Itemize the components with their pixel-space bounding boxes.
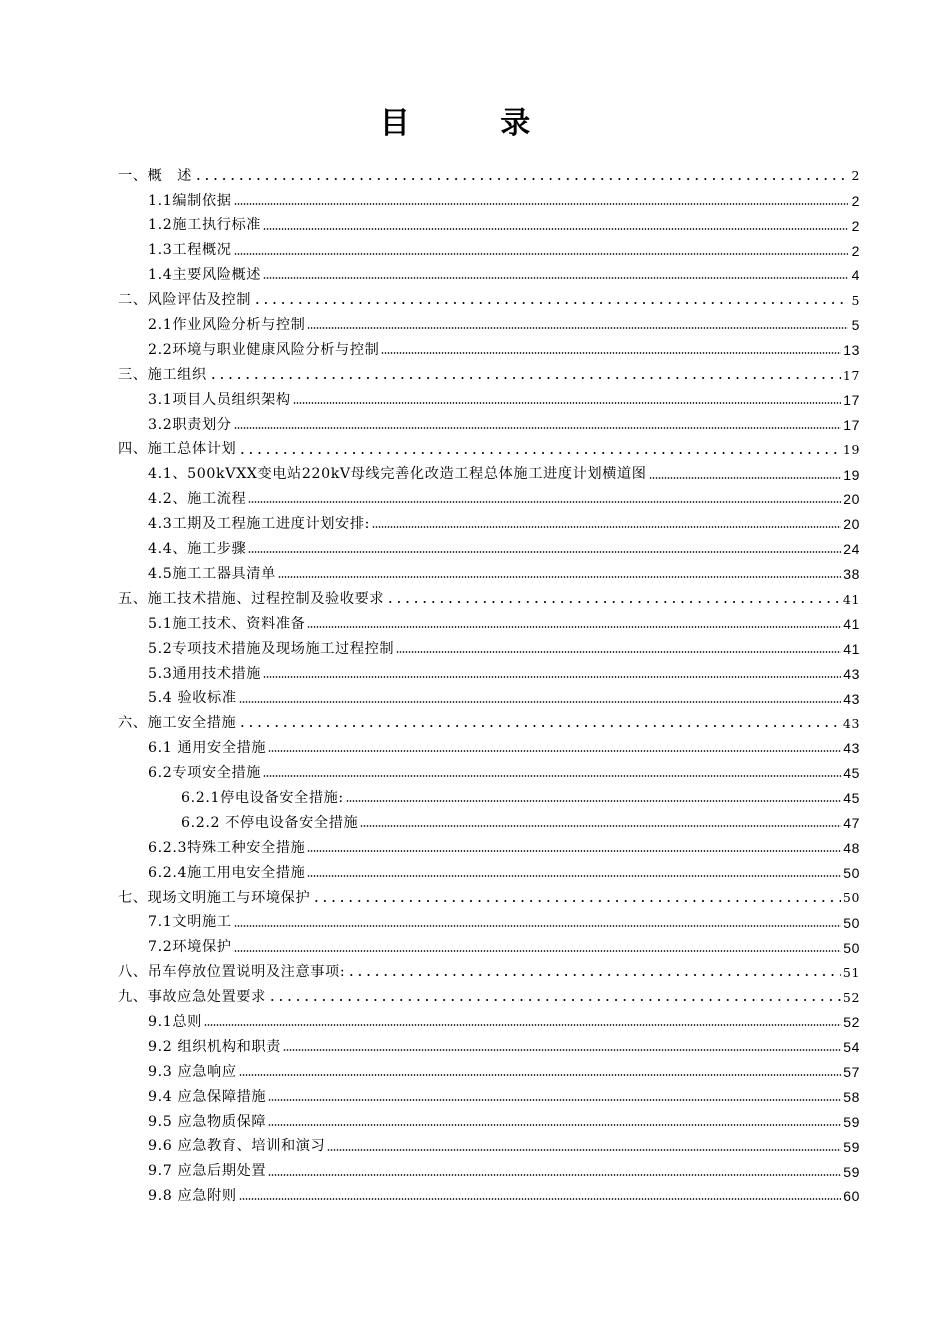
toc-entry-page-number: 24: [843, 541, 860, 558]
toc-entry-page-number: 43: [843, 690, 860, 707]
toc-entry-label: 6.2专项安全措施: [148, 765, 262, 782]
toc-entry-label: 五、施工技术措施、过程控制及验收要求: [118, 590, 385, 607]
toc-entry-page-number: 50: [843, 914, 860, 931]
toc-entry[interactable]: [118, 732, 860, 757]
toc-dot-leader: [312, 900, 841, 902]
toc-entry[interactable]: [118, 260, 860, 285]
toc-entry-page-number: 59: [843, 1138, 860, 1155]
toc-entry-label: 2.1作业风险分析与控制: [148, 317, 306, 334]
toc-entry[interactable]: [118, 1156, 860, 1181]
toc-entry-page-number: 43: [843, 665, 860, 682]
toc-entry-page-number: 38: [843, 566, 860, 583]
toc-dot-leader: [360, 825, 841, 827]
toc-entry-page-number: 2: [851, 168, 860, 184]
toc-entry[interactable]: [118, 459, 860, 484]
toc-entry-page-number: 17: [843, 416, 860, 433]
toc-dot-leader: [248, 551, 841, 553]
toc-dot-leader: [263, 277, 848, 279]
toc-entry-label: 1.1编制依据: [148, 192, 232, 209]
toc-entry-page-number: 41: [843, 615, 860, 632]
toc-entry-page-number: 47: [843, 815, 860, 832]
toc-entry-page-number: 5: [851, 317, 860, 334]
toc-entry-label: 9.7 应急后期处置: [148, 1163, 267, 1180]
toc-entry[interactable]: [118, 1106, 860, 1131]
toc-entry-page-number: 59: [843, 1113, 860, 1130]
toc-dot-leader: [263, 775, 841, 777]
toc-entry[interactable]: [118, 334, 860, 359]
toc-entry-page-number: 45: [843, 765, 860, 782]
toc-dot-leader: [268, 1124, 841, 1126]
toc-entry-label: 9.6 应急教育、培训和演习: [148, 1138, 326, 1155]
toc-entry-page-number: 43: [842, 715, 860, 731]
toc-dot-leader: [307, 850, 841, 852]
toc-entry-page-number: 60: [843, 1188, 860, 1205]
toc-entry[interactable]: [118, 981, 860, 1006]
toc-dot-leader: [234, 950, 842, 952]
toc-entry-label: 4.3工期及工程施工进度计划安排:: [148, 516, 370, 533]
toc-entry[interactable]: [118, 957, 860, 982]
toc-entry-page-number: 41: [842, 591, 860, 607]
toc-entry-page-number: 20: [843, 491, 860, 508]
toc-entry[interactable]: [118, 359, 860, 384]
toc-entry-label: 9.3 应急响应: [148, 1063, 237, 1080]
toc-dot-leader: [239, 1074, 842, 1076]
toc-entry[interactable]: [118, 583, 860, 608]
toc-entry-label: 3.1项目人员组织架构: [148, 391, 291, 408]
toc-dot-leader: [381, 352, 841, 354]
toc-entry[interactable]: [118, 832, 860, 857]
toc-entry[interactable]: [118, 807, 860, 832]
toc-entry[interactable]: [118, 284, 860, 309]
toc-entry-page-number: 2: [851, 192, 860, 209]
toc-dot-leader: [307, 626, 841, 628]
toc-entry[interactable]: [118, 235, 860, 260]
toc-dot-leader: [293, 402, 842, 404]
toc-entry-label: 3.2职责划分: [148, 416, 232, 433]
toc-entry[interactable]: [118, 882, 860, 907]
toc-entry-page-number: 20: [843, 516, 860, 533]
toc-entry-label: 二、风险评估及控制: [118, 292, 252, 309]
toc-entry-page-number: 54: [843, 1039, 860, 1056]
toc-entry-label: 4.2、施工流程: [148, 491, 247, 508]
toc-entry-label: 5.2专项技术措施及现场施工过程控制: [148, 640, 395, 657]
toc-entry-page-number: 52: [843, 1014, 860, 1031]
toc-entry-label: 9.2 组织机构和职责: [148, 1038, 281, 1055]
toc-entry-page-number: 52: [842, 989, 860, 1005]
toc-entry-page-number: 2: [851, 242, 860, 259]
toc-entry[interactable]: [118, 508, 860, 533]
toc-dot-leader: [396, 651, 841, 653]
toc-entry[interactable]: [118, 1081, 860, 1106]
toc-entry-page-number: 58: [843, 1088, 860, 1105]
toc-entry-page-number: 17: [843, 391, 860, 408]
toc-dot-leader: [239, 1198, 842, 1200]
toc-entry-page-number: 51: [842, 964, 860, 980]
toc-dot-leader: [253, 302, 848, 304]
toc-dot-leader: [347, 974, 841, 976]
toc-entry-page-number: 19: [843, 466, 860, 483]
toc-entry-label: 三、施工组织: [118, 366, 207, 383]
toc-entry-label: 5.3通用技术措施: [148, 665, 262, 682]
toc-entry-page-number: 2: [851, 217, 860, 234]
toc-entry[interactable]: [118, 1131, 860, 1156]
toc-entry-label: 6.2.3特殊工种安全措施: [148, 839, 306, 856]
table-of-contents: [118, 160, 860, 1205]
toc-dot-leader: [263, 228, 848, 230]
toc-entry[interactable]: [118, 210, 860, 235]
toc-entry[interactable]: [118, 633, 860, 658]
toc-entry-label: 7.1文明施工: [148, 914, 232, 931]
toc-entry-label: 5.1施工技术、资料准备: [148, 615, 306, 632]
toc-dot-leader: [238, 452, 841, 454]
toc-entry-label: 八、吊车停放位置说明及注意事项:: [118, 964, 346, 981]
toc-entry[interactable]: [118, 683, 860, 708]
toc-dot-leader: [386, 601, 841, 603]
toc-dot-leader: [234, 253, 848, 255]
toc-entry-page-number: 43: [843, 740, 860, 757]
toc-dot-leader: [209, 377, 841, 379]
toc-entry[interactable]: [118, 533, 860, 558]
toc-entry-page-number: 48: [843, 839, 860, 856]
toc-dot-leader: [268, 999, 841, 1001]
toc-entry-label: 九、事故应急处置要求: [118, 989, 266, 1006]
toc-dot-leader: [372, 526, 841, 528]
toc-entry[interactable]: [118, 907, 860, 932]
toc-entry-page-number: 59: [843, 1163, 860, 1180]
toc-entry[interactable]: [118, 658, 860, 683]
toc-entry-page-number: 45: [843, 790, 860, 807]
toc-entry[interactable]: [118, 309, 860, 334]
toc-entry[interactable]: [118, 857, 860, 882]
toc-entry-page-number: 41: [843, 640, 860, 657]
toc-entry-label: 1.3工程概况: [148, 242, 232, 259]
toc-dot-leader: [346, 800, 841, 802]
toc-entry-label: 六、施工安全措施: [118, 715, 237, 732]
toc-dot-leader: [194, 178, 848, 180]
toc-entry-page-number: 57: [843, 1063, 860, 1080]
toc-dot-leader: [327, 1149, 841, 1151]
toc-entry-label: 七、现场文明施工与环境保护: [118, 889, 311, 906]
toc-entry-label: 7.2环境保护: [148, 939, 232, 956]
toc-entry-page-number: 13: [843, 342, 860, 359]
toc-entry-label: 6.2.2 不停电设备安全措施: [181, 814, 359, 831]
toc-entry[interactable]: [118, 1056, 860, 1081]
toc-entry-label: 5.4 验收标准: [148, 690, 237, 707]
toc-entry[interactable]: [118, 708, 860, 733]
toc-entry-page-number: 19: [842, 442, 860, 458]
toc-entry-page-number: 50: [843, 864, 860, 881]
toc-dot-leader: [263, 676, 841, 678]
toc-entry[interactable]: [118, 608, 860, 633]
toc-dot-leader: [234, 203, 848, 205]
toc-entry[interactable]: [118, 409, 860, 434]
toc-entry[interactable]: [118, 1181, 860, 1206]
toc-entry-label: 1.4主要风险概述: [148, 267, 262, 284]
toc-entry[interactable]: [118, 782, 860, 807]
toc-dot-leader: [204, 1024, 841, 1026]
toc-entry-page-number: 5: [851, 292, 860, 308]
toc-entry[interactable]: [118, 757, 860, 782]
toc-entry[interactable]: [118, 932, 860, 957]
toc-entry-label: 9.5 应急物质保障: [148, 1113, 267, 1130]
page-title: 目 录: [379, 106, 571, 141]
toc-dot-leader: [268, 1174, 841, 1176]
toc-entry[interactable]: [118, 1031, 860, 1056]
toc-entry-label: 6.1 通用安全措施: [148, 740, 267, 757]
toc-entry-label: 9.8 应急附则: [148, 1188, 237, 1205]
toc-entry-label: 4.4、施工步骤: [148, 541, 247, 558]
toc-entry-label: 4.1、500kVXX变电站220kV母线完善化改造工程总体施工进度计划横道图: [148, 466, 647, 483]
toc-dot-leader: [307, 327, 848, 329]
toc-entry-label: 6.2.1停电设备安全措施:: [181, 789, 344, 806]
toc-dot-leader: [239, 701, 842, 703]
toc-entry-label: 一、概 述: [118, 167, 192, 184]
toc-entry-page-number: 17: [842, 367, 860, 383]
toc-entry[interactable]: [118, 434, 860, 459]
toc-dot-leader: [283, 1049, 841, 1051]
toc-entry[interactable]: [118, 484, 860, 509]
toc-dot-leader: [234, 427, 842, 429]
toc-entry-label: 1.2施工执行标准: [148, 217, 262, 234]
toc-dot-leader: [238, 725, 841, 727]
toc-entry-label: 9.4 应急保障措施: [148, 1088, 267, 1105]
toc-entry-page-number: 4: [851, 267, 860, 284]
toc-entry[interactable]: [118, 160, 860, 185]
toc-dot-leader: [268, 750, 841, 752]
toc-entry[interactable]: [118, 185, 860, 210]
toc-entry-label: 2.2环境与职业健康风险分析与控制: [148, 341, 380, 358]
toc-dot-leader: [248, 501, 841, 503]
toc-entry-label: 6.2.4施工用电安全措施: [148, 864, 306, 881]
toc-entry[interactable]: [118, 1006, 860, 1031]
toc-dot-leader: [649, 477, 842, 479]
toc-dot-leader: [307, 875, 841, 877]
toc-dot-leader: [234, 925, 842, 927]
toc-dot-leader: [268, 1099, 841, 1101]
toc-entry-page-number: 50: [843, 939, 860, 956]
toc-dot-leader: [278, 576, 841, 578]
toc-entry[interactable]: [118, 558, 860, 583]
toc-entry-page-number: 50: [842, 890, 860, 906]
toc-entry-label: 四、施工总体计划: [118, 441, 237, 458]
toc-entry-label: 9.1总则: [148, 1013, 202, 1030]
toc-entry-label: 4.5施工工器具清单: [148, 565, 276, 582]
toc-entry[interactable]: [118, 384, 860, 409]
